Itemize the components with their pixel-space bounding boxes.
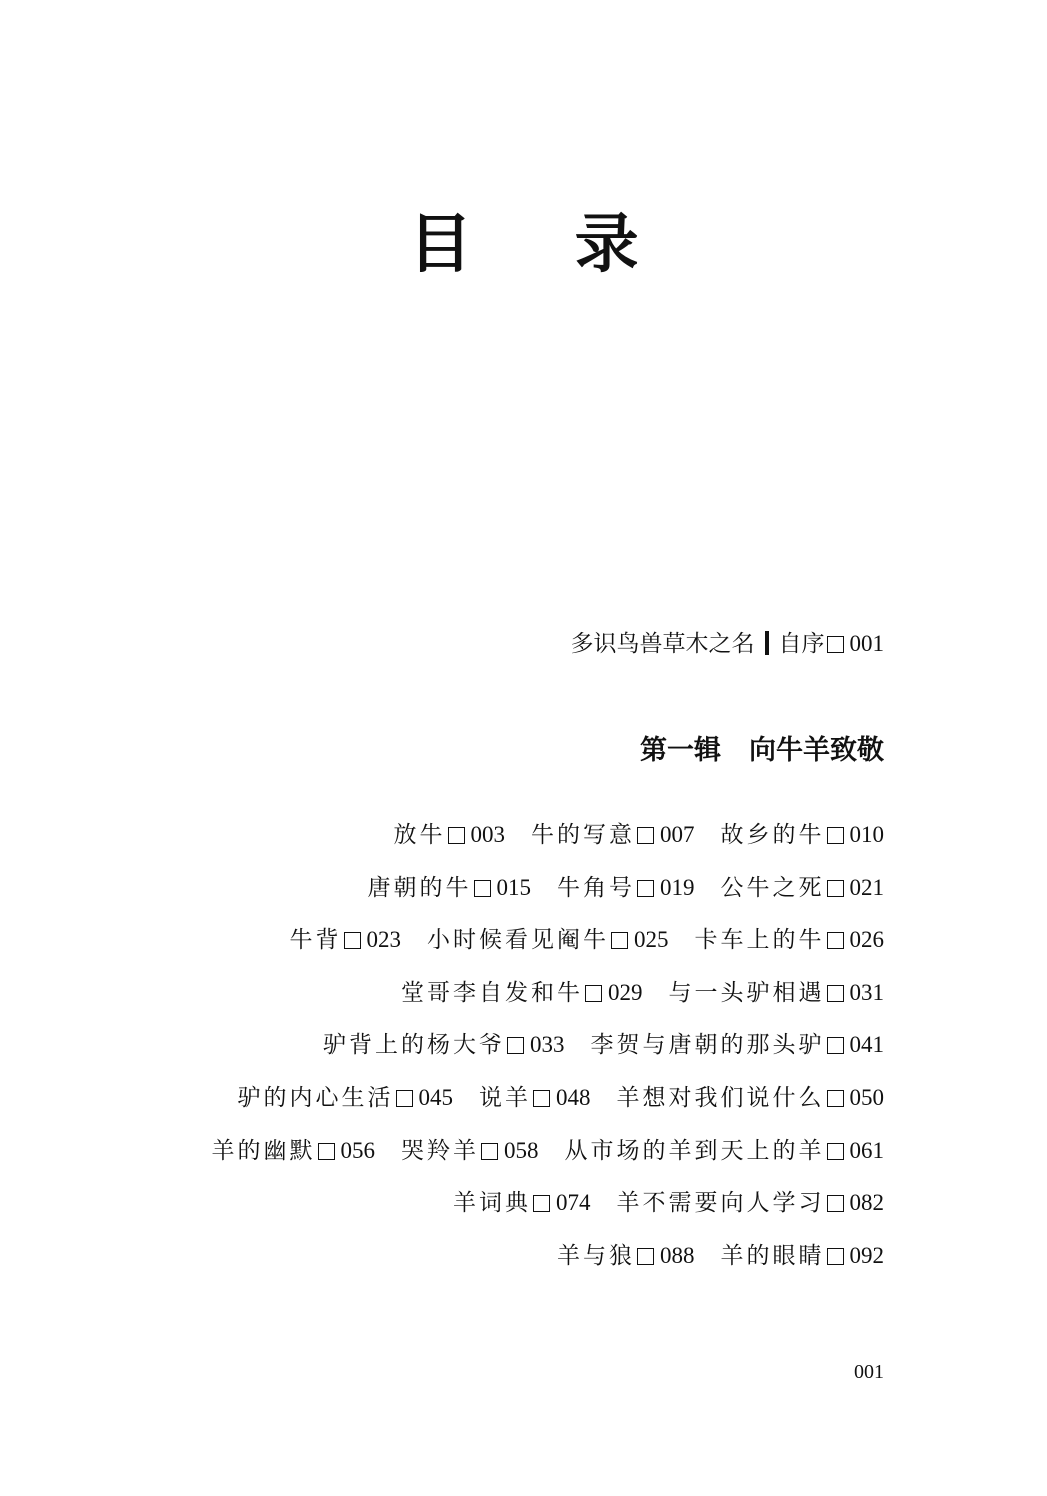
toc-line xyxy=(238,1082,885,1114)
box-marker-icon xyxy=(827,932,844,949)
box-marker-icon xyxy=(507,1037,524,1054)
toc-entry-page: 007 xyxy=(660,822,695,847)
toc-entry-title: 驴背上的杨大爷 xyxy=(323,1032,505,1059)
toc-entry-title: 堂哥李自发和牛 xyxy=(401,979,583,1006)
box-marker-icon xyxy=(533,1195,550,1212)
toc-line xyxy=(401,977,884,1009)
box-marker-icon xyxy=(637,827,654,844)
toc-entry-page: 061 xyxy=(849,1137,884,1163)
box-marker-icon xyxy=(827,636,844,653)
toc-entry[interactable] xyxy=(401,980,643,1006)
box-marker-icon xyxy=(318,1143,335,1160)
toc-entry[interactable] xyxy=(453,1190,591,1216)
box-marker-icon xyxy=(344,932,361,949)
box-marker-icon xyxy=(827,1143,844,1160)
toc-entry-title: 牛背 xyxy=(289,927,342,954)
section-name: 向牛羊致敬 xyxy=(749,735,884,766)
box-marker-icon xyxy=(827,827,844,844)
box-marker-icon xyxy=(585,985,602,1002)
box-marker-icon xyxy=(474,880,491,897)
toc-entry-title: 羊与狼 xyxy=(557,1242,635,1269)
box-marker-icon xyxy=(533,1090,550,1107)
toc-entry-title: 小时候看见阉牛 xyxy=(427,927,609,954)
toc-entry[interactable] xyxy=(531,822,695,848)
box-marker-icon xyxy=(827,880,844,897)
box-marker-icon xyxy=(827,1248,844,1265)
toc-entry-title: 从市场的羊到天上的羊 xyxy=(564,1137,825,1164)
toc-entry-page: 003 xyxy=(470,822,505,847)
page-number: 001 xyxy=(854,1361,884,1383)
toc-entry-page: 048 xyxy=(556,1085,591,1110)
box-marker-icon xyxy=(396,1090,413,1107)
toc-entry-page: 045 xyxy=(418,1085,453,1110)
box-marker-icon xyxy=(611,932,628,949)
toc-entry[interactable] xyxy=(479,1085,591,1111)
box-marker-icon xyxy=(827,1090,844,1107)
toc-entry-page: 058 xyxy=(504,1137,539,1163)
toc-entry-page: 015 xyxy=(496,874,531,900)
toc-entry-title: 羊的幽默 xyxy=(211,1137,316,1164)
box-marker-icon xyxy=(481,1143,498,1160)
toc-entry-page: 082 xyxy=(849,1190,884,1216)
toc-entry[interactable] xyxy=(212,1138,376,1164)
toc-line xyxy=(290,924,885,956)
toc-entry-title: 羊想对我们说什么 xyxy=(616,1085,825,1111)
toc-entry-title: 卡车上的牛 xyxy=(694,927,825,954)
toc-entry-page: 029 xyxy=(608,979,643,1005)
toc-entry[interactable] xyxy=(721,1243,885,1269)
toc-entry[interactable] xyxy=(368,875,532,901)
toc-entry[interactable] xyxy=(427,927,669,953)
toc-entry[interactable] xyxy=(238,1085,454,1111)
toc-entry[interactable] xyxy=(721,875,885,901)
preface-title: 多识鸟兽草木之名 xyxy=(570,631,755,657)
toc-entry-page: 025 xyxy=(634,927,669,953)
toc-entry-page: 021 xyxy=(849,874,884,900)
toc-entry[interactable] xyxy=(394,822,506,848)
toc-entry-page: 092 xyxy=(849,1242,884,1268)
toc-entry[interactable] xyxy=(401,1138,539,1164)
toc-entry[interactable] xyxy=(617,1190,885,1216)
box-marker-icon xyxy=(637,880,654,897)
toc-entry-title: 牛的写意 xyxy=(531,822,635,848)
toc-entry-page: 074 xyxy=(556,1190,591,1216)
toc-line xyxy=(394,819,885,851)
preface-subtitle: 自序 xyxy=(778,631,825,657)
toc-entry-page: 026 xyxy=(849,927,884,953)
page-title: 目 录 xyxy=(408,207,679,282)
preface-entry[interactable] xyxy=(571,628,885,660)
toc-entry-page: 088 xyxy=(660,1242,695,1268)
toc-entry-title: 羊词典 xyxy=(453,1190,531,1217)
toc-entry-page: 010 xyxy=(849,822,884,847)
toc-entry[interactable] xyxy=(695,927,885,953)
toc-entry-title: 驴的内心生活 xyxy=(237,1085,394,1111)
toc-entry-page: 019 xyxy=(660,874,695,900)
toc-entry-title: 羊的眼睛 xyxy=(720,1242,825,1269)
toc-entry[interactable] xyxy=(721,822,885,848)
box-marker-icon xyxy=(827,1195,844,1212)
toc-line xyxy=(212,1135,885,1167)
toc-entry-page: 041 xyxy=(849,1032,884,1058)
section-label: 第一辑 xyxy=(640,735,721,766)
box-marker-icon xyxy=(827,1037,844,1054)
toc-entry-page: 023 xyxy=(366,927,401,953)
toc-entry-page: 056 xyxy=(340,1137,375,1163)
box-marker-icon xyxy=(448,827,465,844)
toc-entry[interactable] xyxy=(290,927,402,953)
preface-page: 001 xyxy=(849,631,884,656)
toc-entry-page: 033 xyxy=(530,1032,565,1058)
toc-entry-title: 羊不需要向人学习 xyxy=(616,1190,825,1217)
toc-entry[interactable] xyxy=(557,1243,695,1269)
toc-entry-page: 050 xyxy=(849,1085,884,1110)
toc-entry-title: 说羊 xyxy=(479,1085,531,1111)
toc-entry-title: 与一头驴相遇 xyxy=(668,979,825,1006)
toc-entry[interactable] xyxy=(323,1032,565,1058)
toc-entry[interactable] xyxy=(669,980,885,1006)
toc-entry[interactable] xyxy=(565,1138,885,1164)
toc-entry-title: 唐朝的牛 xyxy=(367,874,472,901)
toc-entry[interactable] xyxy=(617,1085,885,1111)
toc-entry-title: 放牛 xyxy=(393,822,446,848)
toc-entry-title: 牛角号 xyxy=(557,874,635,901)
box-marker-icon xyxy=(827,985,844,1002)
toc-entry[interactable] xyxy=(557,875,695,901)
toc-entry-title: 哭羚羊 xyxy=(401,1137,479,1164)
toc-entry-title: 李贺与唐朝的那头驴 xyxy=(590,1032,825,1059)
toc-line xyxy=(557,1240,884,1272)
toc-entry[interactable] xyxy=(591,1032,885,1058)
toc-line xyxy=(453,1187,884,1219)
toc-entry-title: 公牛之死 xyxy=(720,874,825,901)
toc-line xyxy=(368,872,885,904)
toc-line xyxy=(323,1029,884,1061)
section-heading xyxy=(640,733,884,769)
toc-entry-title: 故乡的牛 xyxy=(720,822,825,848)
box-marker-icon xyxy=(637,1248,654,1265)
toc-entry-page: 031 xyxy=(849,979,884,1005)
divider-bar xyxy=(765,631,769,655)
